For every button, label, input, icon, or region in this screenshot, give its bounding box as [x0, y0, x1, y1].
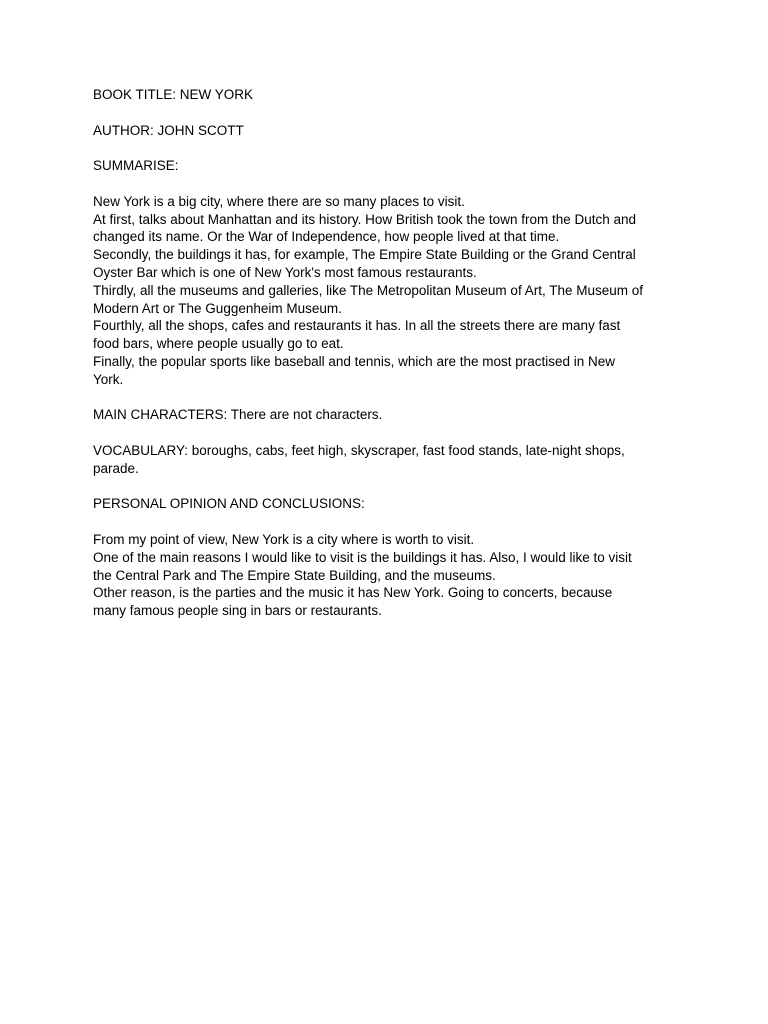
summary-line: changed its name. Or the War of Independence, how people lived at that time.	[93, 229, 560, 245]
opinion-line: the Central Park and The Empire State Building, and the museums.	[93, 567, 496, 583]
summary-line: Finally, the popular sports like baseball and tennis, which are the most practised in New	[93, 353, 616, 369]
spacer	[93, 139, 683, 157]
summary-line: New York is a big city, where there are so many places to visit.	[93, 193, 465, 209]
vocabulary-paragraph	[93, 442, 683, 478]
main-characters-line: MAIN CHARACTERS: There are not characters.	[93, 407, 383, 423]
vocabulary-line: parade.	[93, 460, 139, 476]
opinion-paragraph	[93, 531, 683, 620]
spacer	[93, 513, 683, 531]
summary-line: York.	[93, 371, 124, 387]
opinion-line: Other reason, is the parties and the music it has New York. Going to concerts, because	[93, 585, 613, 601]
summary-line: Secondly, the buildings it has, for example, The Empire State Building or the Grand Central	[93, 247, 636, 263]
opinion-heading: PERSONAL OPINION AND CONCLUSIONS:	[93, 496, 365, 512]
spacer	[93, 175, 683, 193]
vocabulary-line: VOCABULARY: boroughs, cabs, feet high, skyscraper, fast food stands, late-night shops,	[93, 442, 625, 458]
spacer	[93, 389, 683, 407]
summarise-heading: SUMMARISE:	[93, 158, 179, 174]
author-line: AUTHOR: JOHN SCOTT	[93, 122, 244, 138]
spacer	[93, 424, 683, 442]
spacer	[93, 104, 683, 122]
summary-line: Fourthly, all the shops, cafes and restaurants it has. In all the streets there are many fast	[93, 318, 621, 334]
summary-line: Thirdly, all the museums and galleries, like The Metropolitan Museum of Art, The Museum of	[93, 282, 643, 298]
summary-line: Oyster Bar which is one of New York's most famous restaurants.	[93, 264, 477, 280]
summary-line: At first, talks about Manhattan and its history. How British took the town from the Dutch and	[93, 211, 637, 227]
opinion-line: many famous people sing in bars or restaurants.	[93, 603, 382, 619]
document-page	[93, 86, 683, 620]
opinion-line: One of the main reasons I would like to visit is the buildings it has. Also, I would like to visit	[93, 549, 632, 565]
opinion-line: From my point of view, New York is a city where is worth to visit.	[93, 531, 475, 547]
summary-line: food bars, where people usually go to eat.	[93, 336, 344, 352]
summary-paragraph	[93, 193, 683, 389]
spacer	[93, 478, 683, 496]
summary-line: Modern Art or The Guggenheim Museum.	[93, 300, 342, 316]
book-title-line: BOOK TITLE: NEW YORK	[93, 87, 254, 102]
